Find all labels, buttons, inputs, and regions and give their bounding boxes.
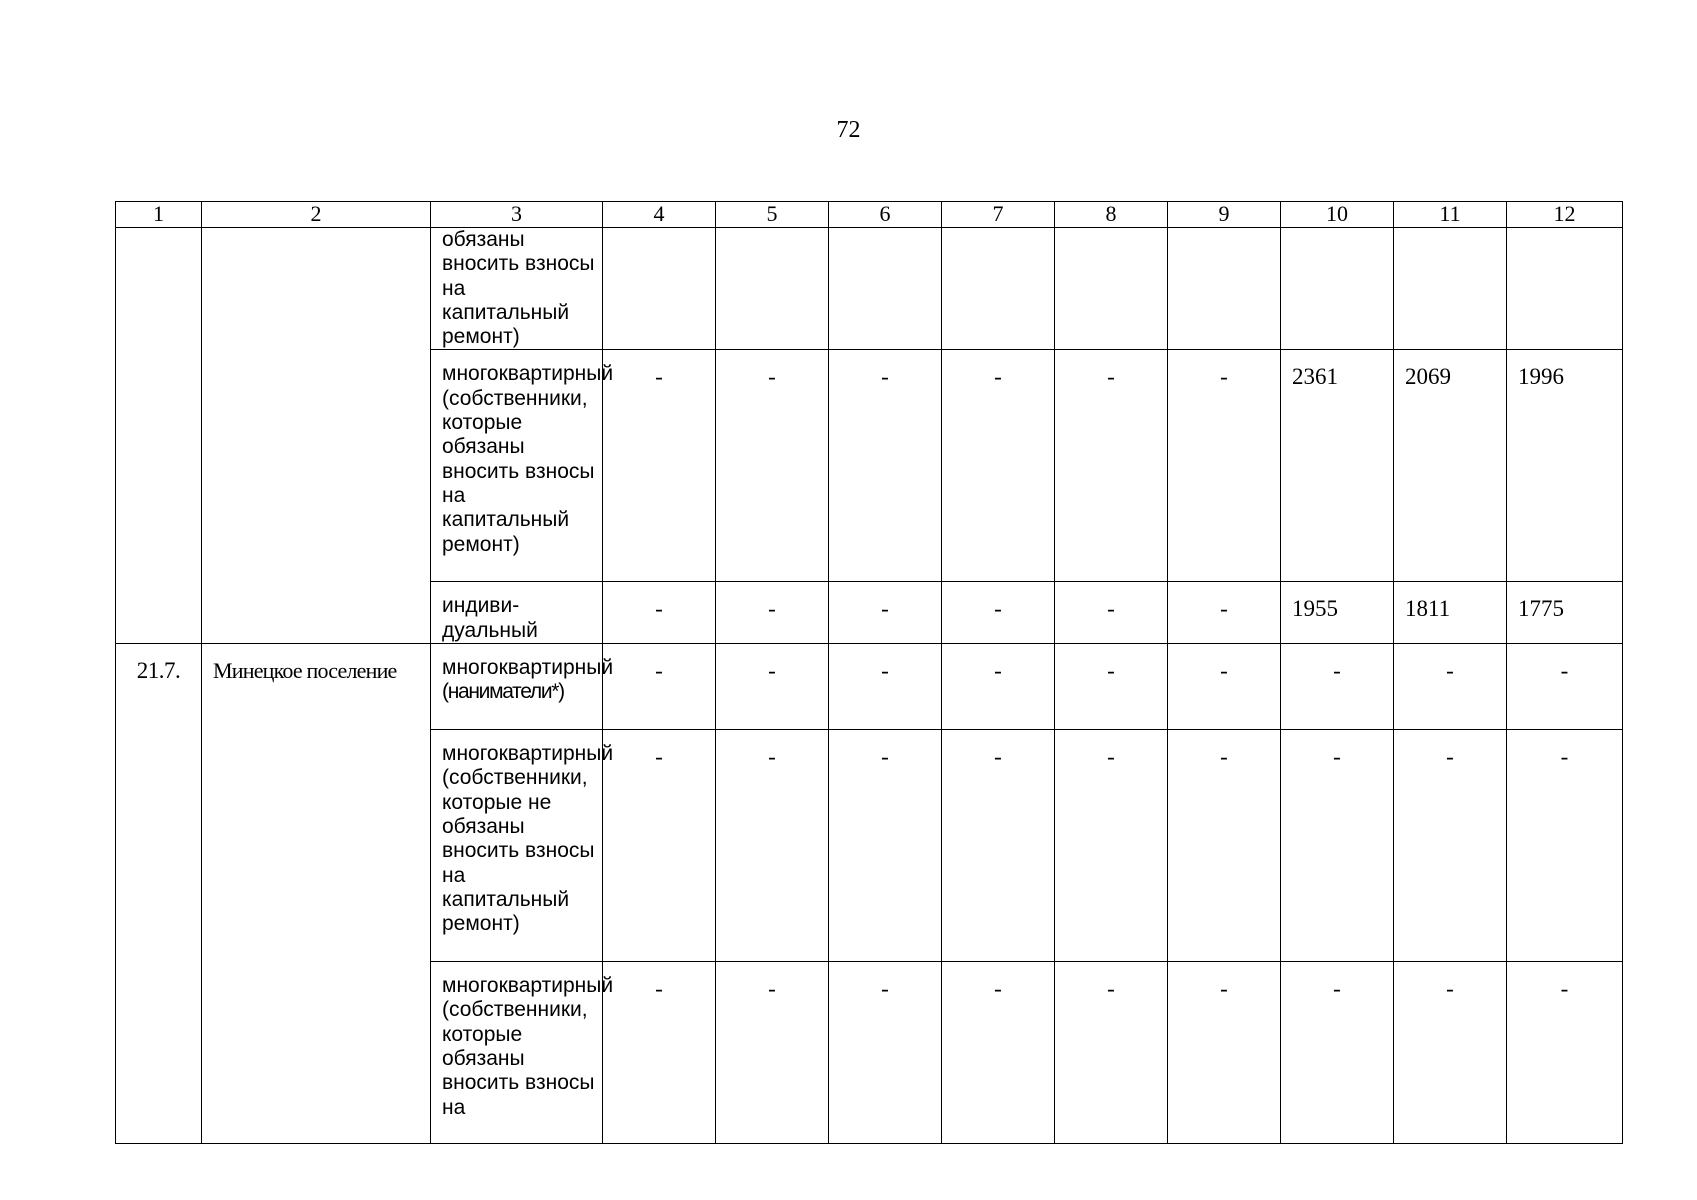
housing-type-sub: (наниматели*) bbox=[442, 680, 564, 704]
col-header-2: 2 bbox=[202, 202, 431, 228]
page-number: 72 bbox=[836, 117, 861, 143]
value-cell: - bbox=[942, 582, 1055, 644]
value-cell: - bbox=[716, 962, 829, 1144]
value-cell bbox=[716, 228, 829, 350]
value-cell: - bbox=[1168, 962, 1281, 1144]
col-header-10: 10 bbox=[1281, 202, 1394, 228]
tariff-table bbox=[115, 201, 1623, 1144]
value-cell: 1811 bbox=[1394, 582, 1507, 644]
value-cell: - bbox=[942, 350, 1055, 582]
col-header-6: 6 bbox=[829, 202, 942, 228]
value-cell: - bbox=[942, 962, 1055, 1144]
value-cell: - bbox=[1055, 644, 1168, 730]
value-cell bbox=[603, 228, 716, 350]
settlement-name-cell bbox=[202, 228, 431, 644]
value-cell: - bbox=[603, 582, 716, 644]
value-cell: - bbox=[716, 350, 829, 582]
value-cell bbox=[1055, 228, 1168, 350]
value-cell: - bbox=[603, 644, 716, 730]
value-cell: - bbox=[829, 962, 942, 1144]
value-cell: - bbox=[1055, 350, 1168, 582]
value-cell: - bbox=[1055, 730, 1168, 962]
housing-type-cell: индиви-дуальный bbox=[431, 582, 603, 644]
value-cell: - bbox=[1168, 350, 1281, 582]
value-cell: - bbox=[1507, 730, 1623, 962]
col-header-4: 4 bbox=[603, 202, 716, 228]
value-cell: - bbox=[829, 644, 942, 730]
housing-type-cell: обязаны вносить взносы на капитальный ремонт) bbox=[431, 228, 603, 350]
value-cell bbox=[1394, 228, 1507, 350]
value-cell: 1775 bbox=[1507, 582, 1623, 644]
row-number-cell bbox=[116, 228, 202, 644]
value-cell bbox=[1168, 228, 1281, 350]
value-cell: - bbox=[1055, 582, 1168, 644]
col-header-8: 8 bbox=[1055, 202, 1168, 228]
value-cell: - bbox=[1168, 582, 1281, 644]
value-cell: - bbox=[1055, 962, 1168, 1144]
value-cell: - bbox=[942, 644, 1055, 730]
value-cell: - bbox=[1507, 962, 1623, 1144]
value-cell: - bbox=[1168, 644, 1281, 730]
value-cell: - bbox=[603, 350, 716, 582]
housing-type-main: многоквартирный bbox=[442, 656, 614, 680]
col-header-1: 1 bbox=[116, 202, 202, 228]
value-cell: - bbox=[1281, 962, 1394, 1144]
value-cell: - bbox=[942, 730, 1055, 962]
housing-type-cell bbox=[431, 644, 614, 730]
value-cell bbox=[829, 228, 942, 350]
col-header-11: 11 bbox=[1394, 202, 1507, 228]
settlement-name-cell: Минецкое поселение bbox=[202, 644, 431, 1144]
col-header-12: 12 bbox=[1507, 202, 1623, 228]
value-cell: - bbox=[603, 730, 716, 962]
col-header-9: 9 bbox=[1168, 202, 1281, 228]
value-cell: - bbox=[716, 582, 829, 644]
value-cell bbox=[1281, 228, 1394, 350]
value-cell: 1955 bbox=[1281, 582, 1394, 644]
table-row bbox=[116, 228, 1623, 350]
value-cell: - bbox=[1281, 730, 1394, 962]
value-cell: - bbox=[829, 582, 942, 644]
value-cell: 2361 bbox=[1281, 350, 1394, 582]
row-number-cell: 21.7. bbox=[116, 644, 202, 1144]
value-cell: - bbox=[1507, 644, 1623, 730]
value-cell: - bbox=[1168, 730, 1281, 962]
value-cell: - bbox=[716, 730, 829, 962]
value-cell: - bbox=[716, 644, 829, 730]
value-cell: - bbox=[1394, 730, 1507, 962]
housing-type-cell: многоквартирный (собственники, которые не обязаны вносить взносы на капитальный ремонт) bbox=[431, 730, 603, 962]
value-cell bbox=[1507, 228, 1623, 350]
col-header-3: 3 bbox=[431, 202, 603, 228]
value-cell: - bbox=[829, 350, 942, 582]
value-cell: 1996 bbox=[1507, 350, 1623, 582]
value-cell bbox=[942, 228, 1055, 350]
value-cell: - bbox=[1394, 644, 1507, 730]
housing-type-cell: многоквартирный (собственники, которые обязаны вносить взносы на bbox=[431, 962, 603, 1144]
table-row bbox=[116, 644, 1623, 730]
value-cell: 2069 bbox=[1394, 350, 1507, 582]
housing-type-cell: многоквартирный (собственники, которые обязаны вносить взносы на капитальный ремонт) bbox=[431, 350, 603, 582]
value-cell: - bbox=[829, 730, 942, 962]
value-cell: - bbox=[1394, 962, 1507, 1144]
value-cell: - bbox=[1281, 644, 1394, 730]
header-row bbox=[116, 202, 1623, 228]
value-cell: - bbox=[603, 962, 716, 1144]
col-header-7: 7 bbox=[942, 202, 1055, 228]
col-header-5: 5 bbox=[716, 202, 829, 228]
